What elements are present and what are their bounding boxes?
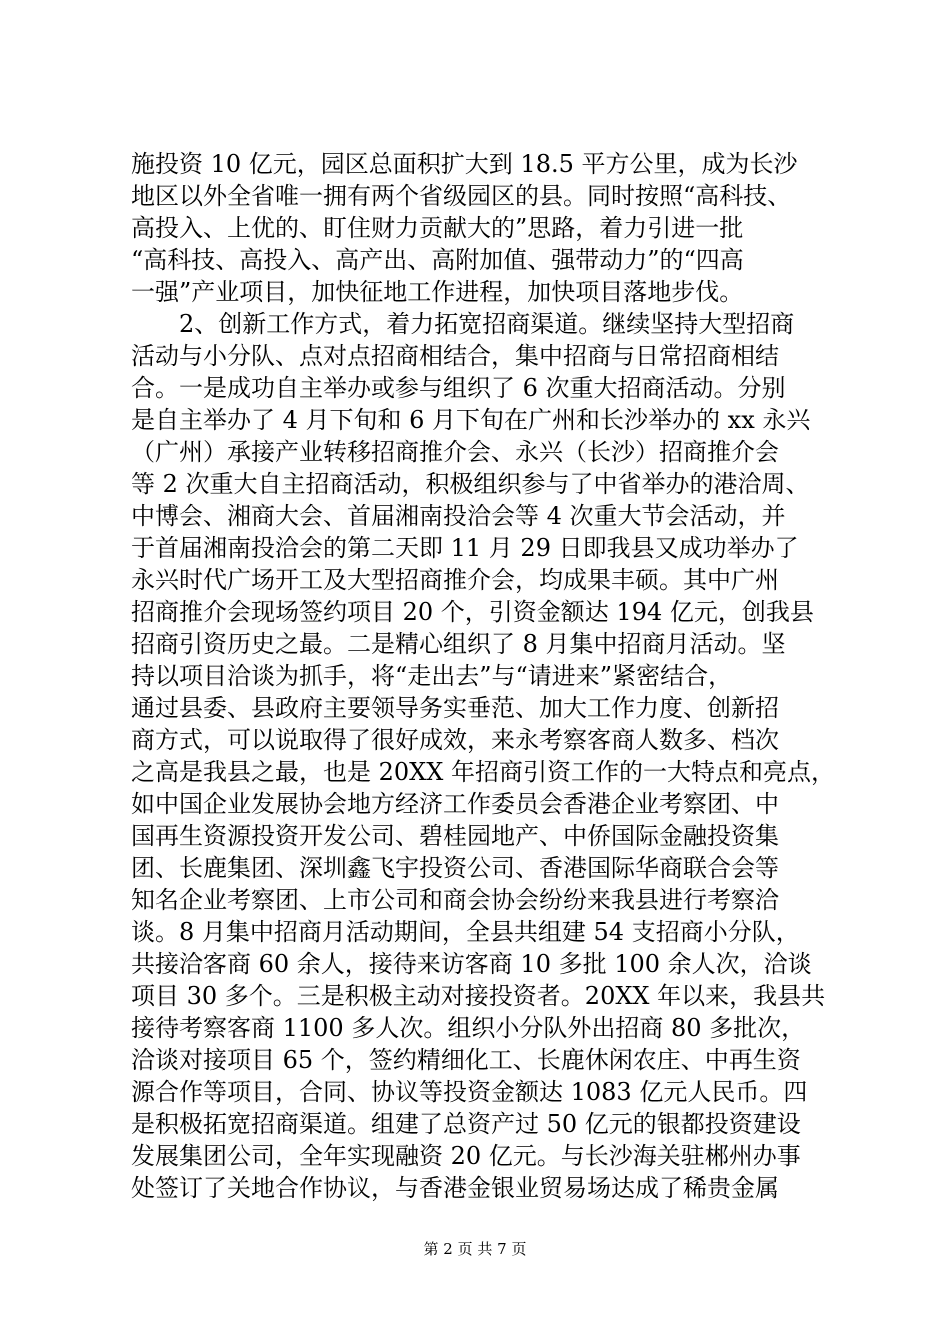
text-line: 等 2 次重大自主招商活动，积极组织参与了中省举办的港洽周、 — [131, 470, 810, 498]
text-line: 之高是我县之最，也是 20XX 年招商引资工作的一大特点和亮点， — [131, 758, 835, 786]
text-line: 一强”产业项目，加快征地工作进程，加快项目落地步伐。 — [131, 278, 744, 306]
text-line: 谈。8 月集中招商月活动期间，全县共组建 54 支招商小分队， — [131, 918, 800, 946]
text-line: 如中国企业发展协会地方经济工作委员会香港企业考察团、中 — [131, 790, 779, 818]
text-line: 地区以外全省唯一拥有两个省级园区的县。同时按照“高科技、 — [131, 182, 792, 210]
text-line: 活动与小分队、点对点招商相结合，集中招商与日常招商相结 — [131, 342, 779, 370]
text-line: 发展集团公司，全年实现融资 20 亿元。与长沙海关驻郴州办事 — [131, 1142, 801, 1170]
text-line: 持以项目洽谈为抓手，将“走出去”与“请进来”紧密结合， — [131, 662, 733, 690]
text-line: 施投资 10 亿元，园区总面积扩大到 18.5 平方公里，成为长沙 — [131, 150, 798, 178]
text-line: 中博会、湘商大会、首届湘南投洽会等 4 次重大节会活动，并 — [131, 502, 786, 530]
text-line: 招商引资历史之最。二是精心组织了 8 月集中招商月活动。坚 — [131, 630, 786, 658]
text-line: 国再生资源投资开发公司、碧桂园地产、中侨国际金融投资集 — [131, 822, 779, 850]
text-line: 招商推介会现场签约项目 20 个，引资金额达 194 亿元，创我县 — [131, 598, 814, 626]
text-line: 共接洽客商 60 余人，接待来访客商 10 多批 100 余人次，洽谈 — [131, 950, 812, 978]
text-line: 于首届湘南投洽会的第二天即 11 月 29 日即我县又成功举办了 — [131, 534, 799, 562]
text-line: 是自主举办了 4 月下旬和 6 月下旬在广州和长沙举办的 xx 永兴 — [131, 406, 811, 434]
text-line: 商方式，可以说取得了很好成效，来永考察客商人数多、档次 — [131, 726, 779, 754]
text-line: 永兴时代广场开工及大型招商推介会，均成果丰硕。其中广州 — [131, 566, 779, 594]
text-line: 合。一是成功自主举办或参与组织了 6 次重大招商活动。分别 — [131, 374, 786, 402]
paragraph-start-line: 2、创新工作方式，着力拓宽招商渠道。继续坚持大型招商 — [179, 310, 795, 338]
text-line: 通过县委、县政府主要领导务实垂范、加大工作力度、创新招 — [131, 694, 779, 722]
page-number-footer: 第 2 页 共 7 页 — [423, 1240, 527, 1258]
text-line: 团、长鹿集团、深圳鑫飞宇投资公司、香港国际华商联合会等 — [131, 854, 779, 882]
text-line: 高投入、上优的、盯住财力贡献大的”思路，着力引进一批 — [131, 214, 744, 242]
text-line: 处签订了关地合作协议，与香港金银业贸易场达成了稀贵金属 — [131, 1174, 779, 1202]
text-line: 源合作等项目，合同、协议等投资金额达 1083 亿元人民币。四 — [131, 1078, 808, 1106]
text-line: “高科技、高投入、高产出、高附加值、强带动力”的“四高 — [131, 246, 744, 274]
text-line: 接待考察客商 1100 多人次。组织小分队外出招商 80 多批次， — [131, 1014, 806, 1042]
body-text — [131, 148, 835, 1204]
text-line: 是积极拓宽招商渠道。组建了总资产过 50 亿元的银都投资建设 — [131, 1110, 801, 1138]
text-line: 洽谈对接项目 65 个，签约精细化工、长鹿休闲农庄、中再生资 — [131, 1046, 801, 1074]
text-line: （广州）承接产业转移招商推介会、永兴（长沙）招商推介会 — [131, 438, 779, 466]
text-line: 知名企业考察团、上市公司和商会协会纷纷来我县进行考察洽 — [131, 886, 779, 914]
text-line: 项目 30 多个。三是积极主动对接投资者。20XX 年以来，我县共 — [131, 982, 826, 1010]
